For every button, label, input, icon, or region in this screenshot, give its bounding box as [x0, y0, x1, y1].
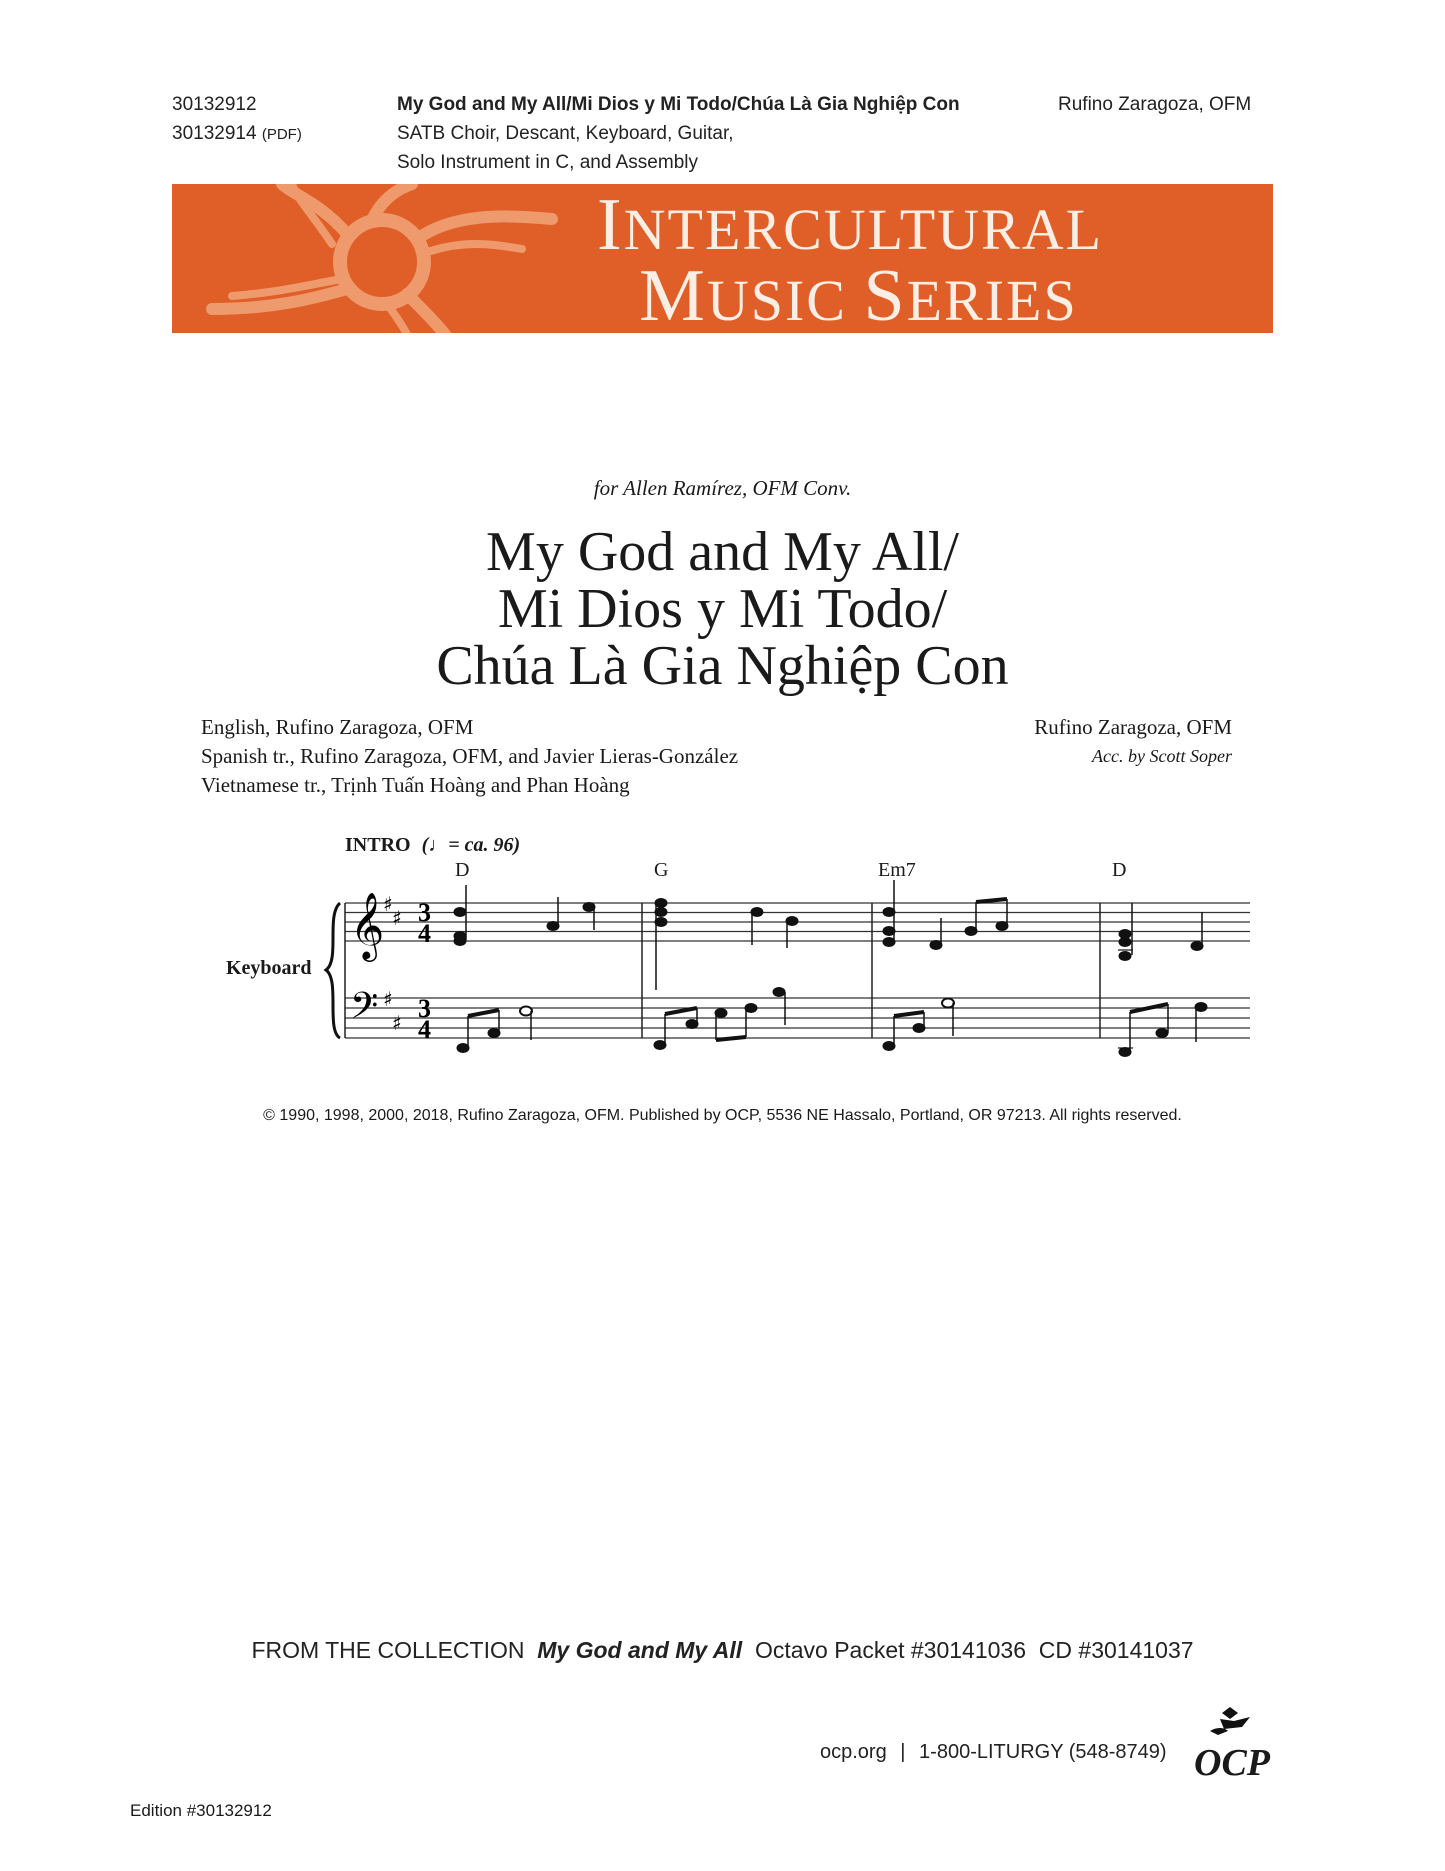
ocp-logo-text: OCP [1194, 1742, 1270, 1784]
series-title-line1: INTERCULTURAL [597, 184, 1104, 266]
sun-swirl-icon [172, 184, 592, 333]
contact-line: ocp.org | 1-800-LITURGY (548-8749) [820, 1741, 1167, 1763]
pdf-number: 30132914 (PDF) [172, 123, 302, 144]
chord-1: D [455, 859, 470, 881]
edition-number: 30132912 [172, 94, 257, 115]
collection-prefix: FROM THE COLLECTION [251, 1637, 525, 1663]
treble-clef-icon: 𝄞 [350, 891, 385, 959]
music-credits [1034, 713, 1232, 771]
section-label: INTRO [345, 834, 411, 856]
collection-info [0, 1637, 1445, 1664]
instrument-label: Keyboard [226, 957, 312, 979]
title-line-english: My God and My All/ [486, 521, 959, 583]
brace-icon [326, 903, 340, 1038]
ocp-logo [1190, 1705, 1270, 1790]
song-title-header: My God and My All/Mi Dios y Mi Todo/Chúa Là Gia Nghiệp Con [397, 94, 960, 115]
instrumentation-line1: SATB Choir, Descant, Keyboard, Guitar, [397, 123, 734, 144]
copyright-notice: © 1990, 1998, 2000, 2018, Rufino Zaragoza, OFM. Published by OCP, 5536 NE Hassalo, Portland, OR 97213. All rights reserved. [263, 1107, 1182, 1124]
phone-number: 1-800-LITURGY (548-8749) [919, 1741, 1167, 1763]
credit-vietnamese: Vietnamese tr., Trịnh Tuấn Hoàng and Phan Hoàng [201, 773, 630, 797]
collection-suffix: Octavo Packet #30141036 CD #30141037 [754, 1637, 1194, 1663]
credit-composer: Rufino Zaragoza, OFM [1034, 715, 1232, 739]
svg-text:♯: ♯ [383, 987, 393, 1011]
svg-text:♯: ♯ [392, 906, 402, 930]
header-composer: Rufino Zaragoza, OFM [1058, 94, 1252, 115]
intercultural-music-series-banner [172, 184, 1273, 333]
tempo-marking: INTRO (♩= ca. 96) [345, 834, 521, 856]
chord-4: D [1112, 859, 1127, 881]
chord-3: Em7 [878, 859, 916, 881]
svg-text:4: 4 [418, 919, 431, 948]
instrumentation-line2: Solo Instrument in C, and Assembly [397, 152, 698, 173]
title-line-vietnamese: Chúa Là Gia Nghiệp Con [436, 635, 1009, 697]
credit-accompaniment: Acc. by Scott Soper [1092, 746, 1232, 766]
page-title [0, 521, 1445, 697]
collection-title: My God and My All [537, 1637, 743, 1663]
svg-text:3: 3 [418, 994, 431, 1023]
series-title-line2: MUSIC SERIES [639, 255, 1078, 333]
bass-clef-icon: 𝄢 [350, 985, 379, 1036]
credit-spanish: Spanish tr., Rufino Zaragoza, OFM, and Javier Lieras-González [201, 744, 739, 768]
tempo-value: = ca. 96 [448, 834, 514, 856]
quarter-note-icon: ♩ [428, 834, 449, 856]
svg-text:3: 3 [418, 898, 431, 927]
catalog-numbers [172, 90, 302, 149]
credit-english: English, Rufino Zaragoza, OFM [201, 715, 474, 739]
keyboard-staff [320, 880, 1260, 1070]
svg-text:4: 4 [418, 1015, 431, 1044]
edition-footer: Edition #30132912 [130, 1801, 272, 1820]
text-credits [201, 713, 738, 800]
series-title [597, 184, 1104, 333]
title-line-spanish: Mi Dios y Mi Todo/ [497, 578, 948, 640]
website-link[interactable]: ocp.org [820, 1741, 887, 1763]
dedication: for Allen Ramírez, OFM Conv. [593, 476, 852, 500]
svg-text:♯: ♯ [392, 1011, 402, 1035]
song-info [397, 90, 960, 177]
chord-2: G [654, 859, 669, 881]
svg-text:♯: ♯ [383, 892, 393, 916]
